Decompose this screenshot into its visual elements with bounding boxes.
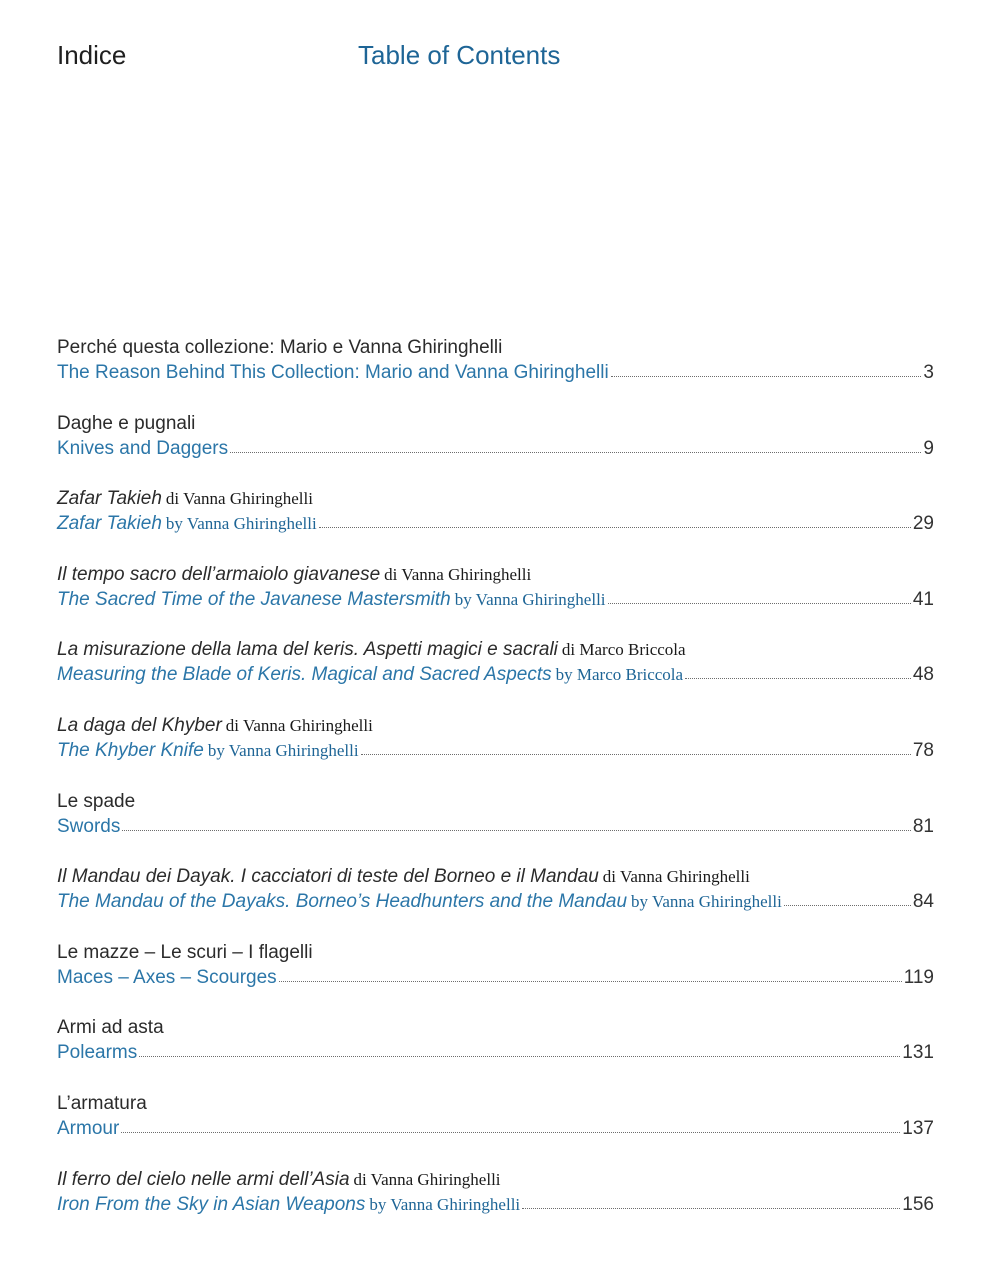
- dot-leader: [685, 677, 911, 679]
- toc-english-title[interactable]: Measuring the Blade of Keris. Magical and Sacred Aspects: [57, 664, 552, 686]
- toc-entry-english[interactable]: [57, 1116, 934, 1141]
- toc-entry[interactable]: [57, 1167, 934, 1243]
- toc-italian-author: di Vanna Ghiringhelli: [602, 867, 750, 887]
- dot-leader: [361, 753, 911, 755]
- toc-entry[interactable]: [57, 637, 934, 713]
- english-title: Table of Contents: [358, 40, 561, 70]
- toc-italian-title: Il tempo sacro dell’armaiolo giavanese: [57, 563, 381, 585]
- toc-english-title[interactable]: Armour: [57, 1117, 120, 1139]
- toc-entry-italian: [57, 1015, 934, 1040]
- toc-entry-english[interactable]: [57, 587, 934, 612]
- toc-english-author: by Marco Briccola: [555, 665, 684, 685]
- toc-entry-italian: [57, 940, 934, 965]
- toc-english-title[interactable]: Maces – Axes – Scourges: [57, 966, 277, 988]
- toc-italian-title: Daghe e pugnali: [57, 412, 196, 434]
- toc-italian-title: Il Mandau dei Dayak. I cacciatori di teste del Borneo e il Mandau: [57, 866, 599, 888]
- page-number[interactable]: 9: [923, 437, 934, 459]
- toc-entry[interactable]: [57, 1091, 934, 1167]
- toc-entry[interactable]: [57, 789, 934, 865]
- page-number[interactable]: 29: [912, 513, 934, 535]
- toc-entry-italian: [57, 637, 934, 662]
- toc-italian-title: La daga del Khyber: [57, 714, 222, 736]
- dot-leader: [319, 526, 911, 528]
- dot-leader: [522, 1207, 900, 1209]
- toc-italian-title: Perché questa collezione: Mario e Vanna Ghiringhelli: [57, 337, 503, 358]
- dot-leader: [121, 1131, 900, 1133]
- toc-italian-author: di Marco Briccola: [561, 640, 686, 660]
- toc-entry-italian: [57, 864, 934, 889]
- dot-leader: [230, 451, 921, 453]
- dot-leader: [611, 375, 922, 377]
- toc-english-author: by Vanna Ghiringhelli: [631, 892, 782, 912]
- toc-english-author: by Vanna Ghiringhelli: [369, 1194, 521, 1214]
- page-number[interactable]: 131: [902, 1042, 934, 1064]
- toc-entry-english[interactable]: [57, 965, 934, 990]
- toc-entry-english[interactable]: [57, 814, 934, 839]
- toc-entry-italian: [57, 1091, 934, 1116]
- page-number[interactable]: 137: [902, 1117, 934, 1139]
- toc-entry-english[interactable]: [57, 360, 934, 385]
- toc-italian-author: di Vanna Ghiringhelli: [225, 715, 373, 735]
- page-number[interactable]: 48: [912, 664, 934, 686]
- toc-english-author: by Vanna Ghiringhelli: [454, 589, 606, 609]
- toc-entry-english[interactable]: [57, 662, 934, 687]
- toc-entry-english[interactable]: [57, 738, 934, 763]
- toc-italian-title: Le mazze – Le scuri – I flagelli: [57, 941, 313, 963]
- toc-italian-title: La misurazione della lama del keris. Aspetti magici e sacrali: [57, 639, 558, 661]
- toc-entry[interactable]: [57, 335, 934, 411]
- dot-leader: [122, 829, 911, 831]
- dot-leader: [139, 1055, 900, 1057]
- toc-english-title[interactable]: Knives and Daggers: [57, 437, 229, 459]
- toc-entry-english[interactable]: [57, 1192, 934, 1217]
- toc-english-author: by Vanna Ghiringhelli: [165, 514, 317, 534]
- page-number[interactable]: 41: [912, 588, 934, 610]
- toc-entry[interactable]: [57, 864, 934, 940]
- page-number[interactable]: 84: [912, 891, 934, 913]
- toc-entry-italian: [57, 789, 934, 814]
- toc-entry-english[interactable]: [57, 511, 934, 536]
- page-number[interactable]: 81: [912, 815, 934, 837]
- dot-leader: [784, 904, 911, 906]
- toc-entry-english[interactable]: [57, 436, 934, 461]
- toc-english-title[interactable]: The Reason Behind This Collection: Mario and Vanna Ghiringhelli: [57, 362, 609, 383]
- toc-entry[interactable]: [57, 486, 934, 562]
- dot-leader: [608, 602, 911, 604]
- toc-italian-title: L’armatura: [57, 1092, 147, 1114]
- toc-italian-title: Il ferro del cielo nelle armi dell’Asia: [57, 1168, 350, 1190]
- toc-italian-title: Le spade: [57, 790, 136, 812]
- toc-entry-italian: [57, 335, 934, 360]
- toc-english-title[interactable]: The Mandau of the Dayaks. Borneo’s Headhunters and the Mandau: [57, 891, 628, 913]
- toc-entry-italian: [57, 1167, 934, 1192]
- toc-italian-author: di Vanna Ghiringhelli: [165, 489, 313, 509]
- toc-entry-italian: [57, 411, 934, 436]
- toc-entry-english[interactable]: [57, 889, 934, 914]
- toc-english-author: by Vanna Ghiringhelli: [207, 740, 359, 760]
- toc-english-title[interactable]: Polearms: [57, 1042, 138, 1064]
- page-number[interactable]: 78: [912, 739, 934, 761]
- toc-italian-title: Zafar Takieh: [57, 488, 162, 510]
- toc-entry[interactable]: [57, 562, 934, 638]
- dot-leader: [279, 980, 902, 982]
- page-number[interactable]: 3: [923, 362, 934, 383]
- toc-english-title[interactable]: Zafar Takieh: [57, 513, 162, 535]
- toc-english-title[interactable]: Iron From the Sky in Asian Weapons: [57, 1193, 366, 1215]
- toc-entry-italian: [57, 713, 934, 738]
- toc-english-title[interactable]: The Sacred Time of the Javanese Mastersmith: [57, 588, 451, 610]
- toc-entry[interactable]: [57, 1015, 934, 1091]
- toc-entry-english[interactable]: [57, 1040, 934, 1065]
- italian-title: Indice: [57, 40, 127, 70]
- toc-english-title[interactable]: Swords: [57, 815, 121, 837]
- toc-entry[interactable]: [57, 411, 934, 487]
- toc-english-title[interactable]: The Khyber Knife: [57, 739, 204, 761]
- table-of-contents: [57, 335, 934, 1242]
- page-number[interactable]: 119: [903, 966, 934, 988]
- toc-entry[interactable]: [57, 713, 934, 789]
- toc-entry-italian: [57, 486, 934, 511]
- toc-entry-italian: [57, 562, 934, 587]
- toc-italian-author: di Vanna Ghiringhelli: [353, 1169, 501, 1189]
- toc-italian-author: di Vanna Ghiringhelli: [384, 564, 532, 584]
- page-number[interactable]: 156: [902, 1193, 934, 1215]
- toc-entry[interactable]: [57, 940, 934, 1016]
- toc-italian-title: Armi ad asta: [57, 1017, 164, 1039]
